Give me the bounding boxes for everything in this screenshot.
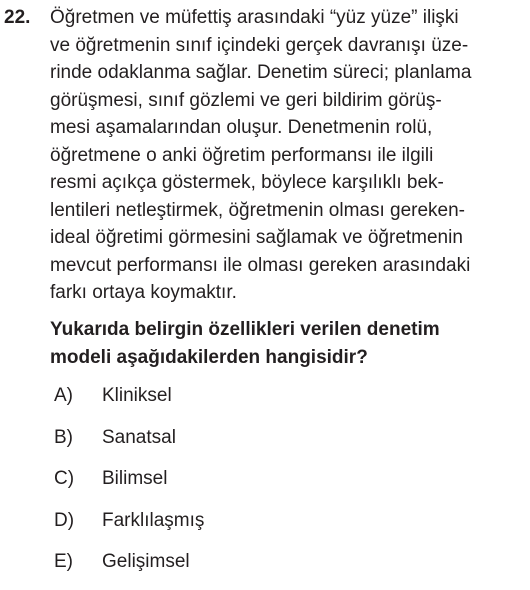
stem-line: Öğretmen ve müfettiş arasındaki “yüz yüze” ilişki xyxy=(50,7,459,28)
stem-line: ideal öğretimi görmesini sağlamak ve öğretmenin xyxy=(50,227,463,248)
prompt-line: Yukarıda belirgin özellikleri verilen denetim xyxy=(50,319,440,340)
answer-options xyxy=(50,382,526,590)
stem-line: ve öğretmenin sınıf içindeki gerçek davranışı üze- xyxy=(50,34,469,56)
option-text: Sanatsal xyxy=(102,426,176,448)
stem-line: farkı ortaya koymaktır. xyxy=(50,282,237,303)
stem-line: lentileri netleştirmek, öğretmenin olması gereken- xyxy=(50,199,466,221)
option-e[interactable] xyxy=(50,548,526,590)
stem-line: görüşmesi, sınıf gözlemi ve geri bildirim görüş- xyxy=(50,89,442,111)
option-text: Gelişimsel xyxy=(102,551,190,572)
option-text: Kliniksel xyxy=(102,385,172,406)
stem-line: resmi açıkça göstermek, böylece karşılıklı bek- xyxy=(50,172,444,193)
option-c[interactable] xyxy=(50,465,526,507)
stem-line: öğretmene o anki öğretim performansı ile ilgili xyxy=(50,144,434,166)
option-a[interactable] xyxy=(50,382,526,424)
stem-line: mevcut performansı ile olması gereken arasındaki xyxy=(50,254,471,276)
option-d[interactable] xyxy=(50,507,526,549)
stem-line: rinde odaklanma sağlar. Denetim süreci; planlama xyxy=(50,62,472,83)
option-letter: E) xyxy=(54,551,73,572)
question-number: 22. xyxy=(4,7,31,28)
prompt-line: modeli aşağıdakilerden hangisidir? xyxy=(50,347,368,368)
option-text: Bilimsel xyxy=(102,468,168,489)
option-letter: B) xyxy=(54,426,73,448)
stem-line: mesi aşamalarından oluşur. Denetmenin rolü, xyxy=(50,117,433,138)
question-prompt xyxy=(50,316,526,372)
option-text: Farklılaşmış xyxy=(102,509,205,531)
question-stem xyxy=(50,4,526,307)
option-b[interactable] xyxy=(50,424,526,466)
option-letter: A) xyxy=(54,385,73,406)
option-letter: D) xyxy=(54,509,75,531)
option-letter: C) xyxy=(54,468,75,489)
